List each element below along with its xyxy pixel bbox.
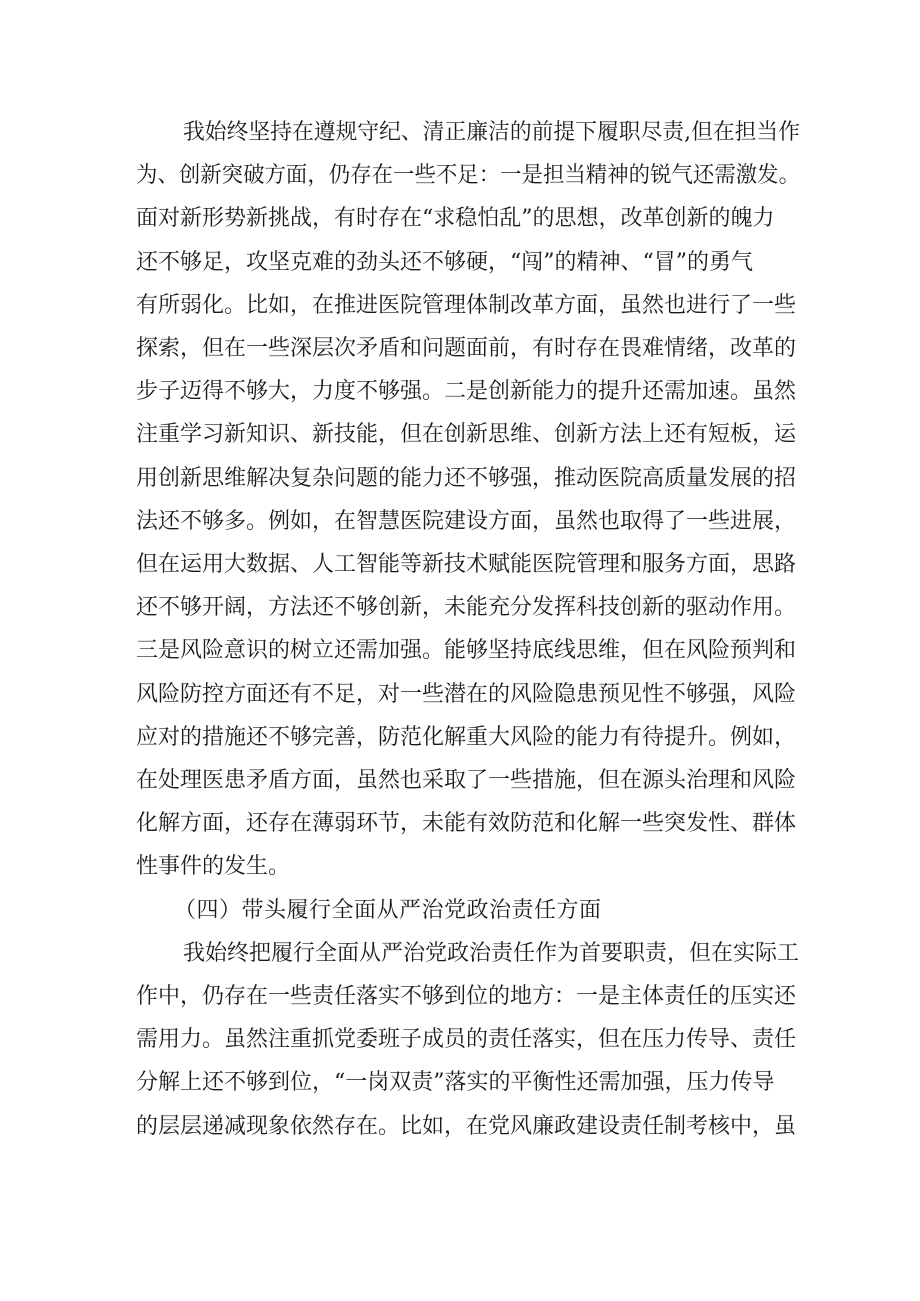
paragraph-1-line-11	[0, 545, 920, 585]
paragraph-1-line-7	[0, 372, 920, 412]
paragraph-1-line-12	[0, 588, 920, 628]
paragraph-1-line-4	[0, 243, 920, 283]
text-line: 在处理医患矛盾方面，虽然也采取了一些措施，但在源头治理和风险	[136, 768, 797, 793]
paragraph-1-line-14	[0, 675, 920, 715]
text-line: 步子迈得不够大，力度不够强。二是创新能力的提升还需加速。虽然	[136, 379, 797, 404]
paragraph-1-line-15	[0, 718, 920, 758]
paragraph-2-line-4	[0, 1063, 920, 1103]
paragraph-1-line-13	[0, 631, 920, 671]
text-line: 还不够足，攻坚克难的劲头还不够硬，“闯”的精神、“冒”的勇气	[136, 250, 753, 275]
paragraph-1-line-6	[0, 329, 920, 369]
paragraph-1-line-1	[0, 113, 920, 153]
paragraph-2-line-1	[0, 934, 920, 974]
text-line: 探索，但在一些深层次矛盾和问题面前，有时存在畏难情绪，改革的	[136, 336, 797, 361]
paragraph-1-line-3	[0, 199, 920, 239]
section-heading	[0, 891, 920, 931]
paragraph-1-line-10	[0, 502, 920, 542]
paragraph-1-line-2	[0, 156, 920, 196]
paragraph-1-line-8	[0, 415, 920, 455]
paragraph-1-line-5	[0, 286, 920, 326]
text-line: 为、创新突破方面，仍存在一些不足：一是担当精神的锐气还需激发。	[136, 163, 801, 188]
text-line: 注重学习新知识、新技能，但在创新思维、创新方法上还有短板，运	[136, 422, 797, 447]
text-line: 性事件的发生。	[136, 854, 291, 879]
section-heading-text: （四）带头履行全面从严治党政治责任方面	[174, 898, 602, 923]
text-line: 需用力。虽然注重抓党委班子成员的责任落实，但在压力传导、责任	[136, 1027, 797, 1052]
paragraph-2-line-5	[0, 1107, 920, 1147]
text-line: 作中，仍存在一些责任落实不够到位的地方：一是主体责任的压实还	[136, 984, 797, 1009]
text-line: 有所弱化。比如，在推进医院管理体制改革方面，虽然也进行了一些	[136, 293, 797, 318]
text-line: 我始终坚持在遵规守纪、清正廉洁的前提下履职尽责,但在担当作	[183, 120, 801, 145]
text-line: 用创新思维解决复杂问题的能力还不够强，推动医院高质量发展的招	[136, 466, 797, 491]
paragraph-1-line-17	[0, 804, 920, 844]
paragraph-1-line-16	[0, 761, 920, 801]
text-line: 还不够开阔，方法还不够创新，未能充分发挥科技创新的驱动作用。	[136, 595, 797, 620]
text-line: 分解上还不够到位，“一岗双责”落实的平衡性还需加强，压力传导	[136, 1070, 775, 1095]
paragraph-1-line-9	[0, 459, 920, 499]
paragraph-2-line-2	[0, 977, 920, 1017]
text-line: 应对的措施还不够完善，防范化解重大风险的能力有待提升。例如，	[136, 725, 797, 750]
text-line: 风险防控方面还有不足，对一些潜在的风险隐患预见性不够强，风险	[136, 682, 797, 707]
text-line: 的层层递减现象依然存在。比如，在党风廉政建设责任制考核中，虽	[136, 1114, 797, 1139]
text-line: 我始终把履行全面从严治党政治责任作为首要职责，但在实际工	[183, 941, 800, 966]
text-line: 面对新形势新挑战，有时存在“求稳怕乱”的思想，改革创新的魄力	[136, 206, 775, 231]
text-line: 三是风险意识的树立还需加强。能够坚持底线思维，但在风险预判和	[136, 638, 797, 663]
paragraph-1-line-18	[0, 847, 920, 887]
text-line: 法还不够多。例如，在智慧医院建设方面，虽然也取得了一些进展，	[136, 509, 797, 534]
text-line: 化解方面，还存在薄弱环节，未能有效防范和化解一些突发性、群体	[136, 811, 797, 836]
paragraph-2-line-3	[0, 1020, 920, 1060]
text-line: 但在运用大数据、人工智能等新技术赋能医院管理和服务方面，思路	[136, 552, 797, 577]
